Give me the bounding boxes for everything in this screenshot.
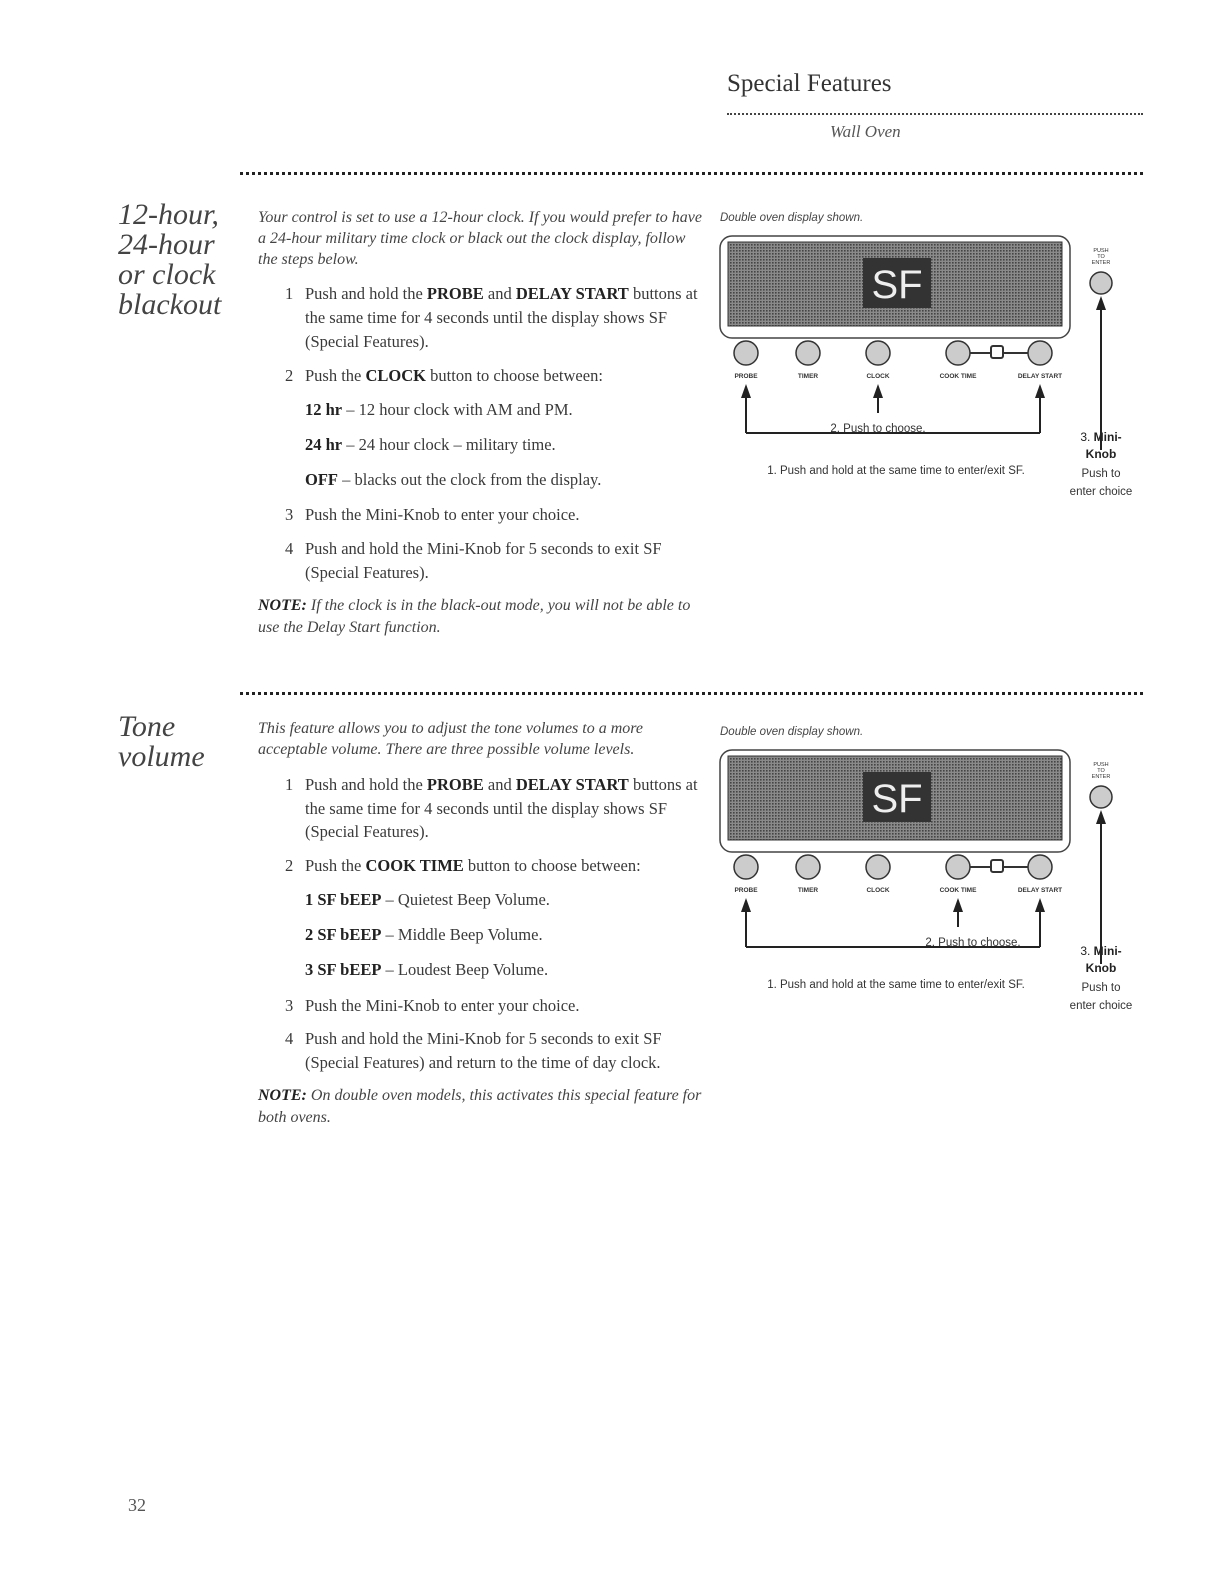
step-number: 4 [285, 539, 294, 559]
button-label: CLOCK [866, 887, 890, 894]
display-readout: SF [871, 263, 923, 307]
cook-time-button-icon [946, 341, 970, 365]
step-number: 3 [285, 995, 294, 1015]
option-label: 3 SF bEEP [305, 960, 382, 980]
section-divider [240, 692, 1143, 695]
callout-bold: Knob [1085, 447, 1117, 461]
step-text: button to choose between: [426, 366, 603, 386]
control-panel-diagram [718, 208, 1158, 508]
page-number: 32 [128, 1495, 146, 1515]
callout-bold: Mini- [1093, 430, 1122, 444]
probe-button-icon [734, 855, 758, 879]
option-label: OFF [305, 470, 338, 490]
timer-button-icon [796, 855, 820, 879]
button-label: DELAY START [1017, 887, 1063, 894]
probe-button-icon [734, 341, 758, 365]
step-number: 3 [285, 505, 294, 525]
option-desc: – Loudest Beep Volume. [381, 960, 549, 980]
callout-number: 3. [1080, 944, 1091, 958]
cook-time-button-icon [946, 855, 970, 879]
note-body: On double oven models, this activates this special feature for both ovens. [258, 1087, 702, 1126]
section-body-tone [258, 719, 708, 1129]
step-text: Push and hold the [305, 284, 427, 304]
option-item [258, 468, 708, 491]
option-item [258, 923, 708, 946]
option-label: 1 SF bEEP [305, 890, 382, 910]
step-text: and [483, 284, 516, 304]
step-bold-text: PROBE [426, 284, 484, 304]
step-text: Push and hold the Mini-Knob for 5 seconds to exit SF (Special Features). [305, 539, 662, 583]
mini-knob-icon [1090, 272, 1112, 294]
section-title-line: blackout [118, 288, 222, 321]
option-item [258, 888, 708, 911]
arrow-up-icon [1096, 810, 1106, 824]
arrow-up-icon [741, 898, 751, 912]
callout-text: Push to [1081, 982, 1121, 994]
callout-push-to-choose: 2. Push to choose. [830, 423, 926, 435]
step-item [258, 282, 708, 354]
timer-button-icon [796, 341, 820, 365]
callout-mini-knob [1080, 944, 1121, 958]
button-label: TIMER [797, 887, 819, 894]
intro-text: This feature allows you to adjust the tone volumes to a more acceptable volume. There are three possible volume levels. [258, 720, 644, 758]
option-label: 24 hr [305, 435, 343, 455]
step-bold-text: PROBE [426, 774, 484, 794]
callout-push-and-hold: 1. Push and hold at the same time to enter/exit SF. [767, 979, 1025, 991]
step-number: 1 [285, 774, 294, 794]
callout-mini-knob [1080, 430, 1121, 444]
section-title-line: 24-hour [118, 228, 215, 261]
step-number: 2 [285, 366, 294, 386]
step-item [258, 503, 708, 527]
section-title-line: or clock [118, 258, 216, 291]
step-text: Push and hold the Mini-Knob for 5 seconds to exit SF (Special Features) and return to the time of day clock. [305, 1029, 662, 1073]
step-text: Push the [305, 366, 366, 386]
control-panel-diagram [718, 722, 1158, 1022]
step-item [258, 537, 708, 585]
option-desc: – Middle Beep Volume. [381, 925, 543, 945]
option-item [258, 433, 708, 456]
arrow-up-icon [1096, 296, 1106, 310]
page-header-subtitle: Wall Oven [830, 122, 901, 141]
clock-button-icon [866, 855, 890, 879]
push-label: TO [1097, 768, 1105, 774]
step-bold-text: CLOCK [365, 366, 427, 386]
button-label: COOK TIME [939, 887, 977, 894]
step-text: buttons at the same time for 4 seconds until the display shows SF (Special Features). [305, 774, 698, 842]
section-title-line: Tone [118, 710, 176, 743]
callout-text: enter choice [1069, 1000, 1133, 1012]
step-item [258, 364, 708, 388]
arrow-up-icon [873, 384, 883, 398]
step-number: 4 [285, 1029, 294, 1049]
button-label: DELAY START [1017, 373, 1063, 380]
step-text: and [483, 774, 516, 794]
lock-icon [991, 860, 1003, 872]
step-text: button to choose between: [463, 856, 641, 876]
option-desc: – 12 hour clock with AM and PM. [342, 400, 573, 420]
push-label: TO [1097, 254, 1105, 260]
section-title-tone [118, 712, 205, 772]
lock-icon [991, 346, 1003, 358]
step-item [258, 854, 708, 878]
button-label: CLOCK [866, 373, 890, 380]
button-label: COOK TIME [939, 373, 977, 380]
step-text: Push the Mini-Knob to enter your choice. [305, 505, 580, 525]
section-title-line: 12-hour, [118, 198, 219, 231]
button-label: PROBE [734, 887, 758, 894]
push-label: ENTER [1091, 774, 1111, 780]
push-label: PUSH [1093, 248, 1109, 254]
option-desc: – blacks out the clock from the display. [338, 470, 602, 490]
option-desc: – 24 hour clock – military time. [342, 435, 556, 455]
note-body: If the clock is in the black-out mode, you will not be able to use the Delay Start function. [258, 597, 691, 636]
delay-start-button-icon [1028, 855, 1052, 879]
option-label: 12 hr [305, 400, 343, 420]
option-item [258, 958, 708, 981]
option-item [258, 398, 708, 421]
push-label: PUSH [1093, 762, 1109, 768]
button-label: TIMER [797, 373, 819, 380]
step-number: 1 [285, 284, 294, 304]
section-title-line: volume [118, 740, 205, 773]
section-title-clock [118, 200, 221, 320]
callout-number: 3. [1080, 430, 1091, 444]
step-item [258, 773, 708, 845]
option-desc: – Quietest Beep Volume. [381, 890, 550, 910]
callout-text: Push to [1081, 468, 1121, 480]
step-text: Push the [305, 856, 366, 876]
arrow-up-icon [1035, 898, 1045, 912]
push-label: ENTER [1091, 260, 1111, 266]
step-text: Push and hold the [305, 774, 427, 794]
callout-bold: Mini- [1093, 944, 1122, 958]
mini-knob-icon [1090, 786, 1112, 808]
diagram-caption: Double oven display shown. [720, 212, 864, 224]
callout-text: enter choice [1069, 486, 1133, 498]
section-divider [240, 172, 1143, 175]
note-text [258, 1085, 708, 1128]
note-text [258, 595, 708, 638]
section-body-clock [258, 208, 708, 638]
header-rule [727, 113, 1143, 115]
note-label: NOTE: [258, 1087, 307, 1105]
step-text: Push the Mini-Knob to enter your choice. [305, 995, 580, 1015]
step-item [258, 1027, 708, 1075]
diagram-caption: Double oven display shown. [720, 726, 864, 738]
clock-button-icon [866, 341, 890, 365]
callout-push-to-choose: 2. Push to choose. [925, 937, 1021, 949]
step-bold-text: COOK TIME [365, 856, 464, 876]
display-readout: SF [871, 777, 923, 821]
intro-text: Your control is set to use a 12-hour clock. If you would prefer to have a 24-hour military time clock or black out the clock display, follow the steps below. [258, 209, 702, 268]
step-text: buttons at the same time for 4 seconds until the display shows SF (Special Features). [305, 284, 698, 352]
step-number: 2 [285, 856, 294, 876]
arrow-up-icon [1035, 384, 1045, 398]
option-label: 2 SF bEEP [305, 925, 382, 945]
arrow-up-icon [741, 384, 751, 398]
arrow-up-icon [953, 898, 963, 912]
note-label: NOTE: [258, 597, 307, 615]
step-bold-text: DELAY START [515, 284, 629, 304]
callout-push-and-hold: 1. Push and hold at the same time to enter/exit SF. [767, 465, 1025, 477]
delay-start-button-icon [1028, 341, 1052, 365]
callout-bold: Knob [1085, 961, 1117, 975]
step-bold-text: DELAY START [515, 774, 629, 794]
page-header-title: Special Features [727, 70, 892, 97]
button-label: PROBE [734, 373, 758, 380]
step-item [258, 994, 708, 1018]
